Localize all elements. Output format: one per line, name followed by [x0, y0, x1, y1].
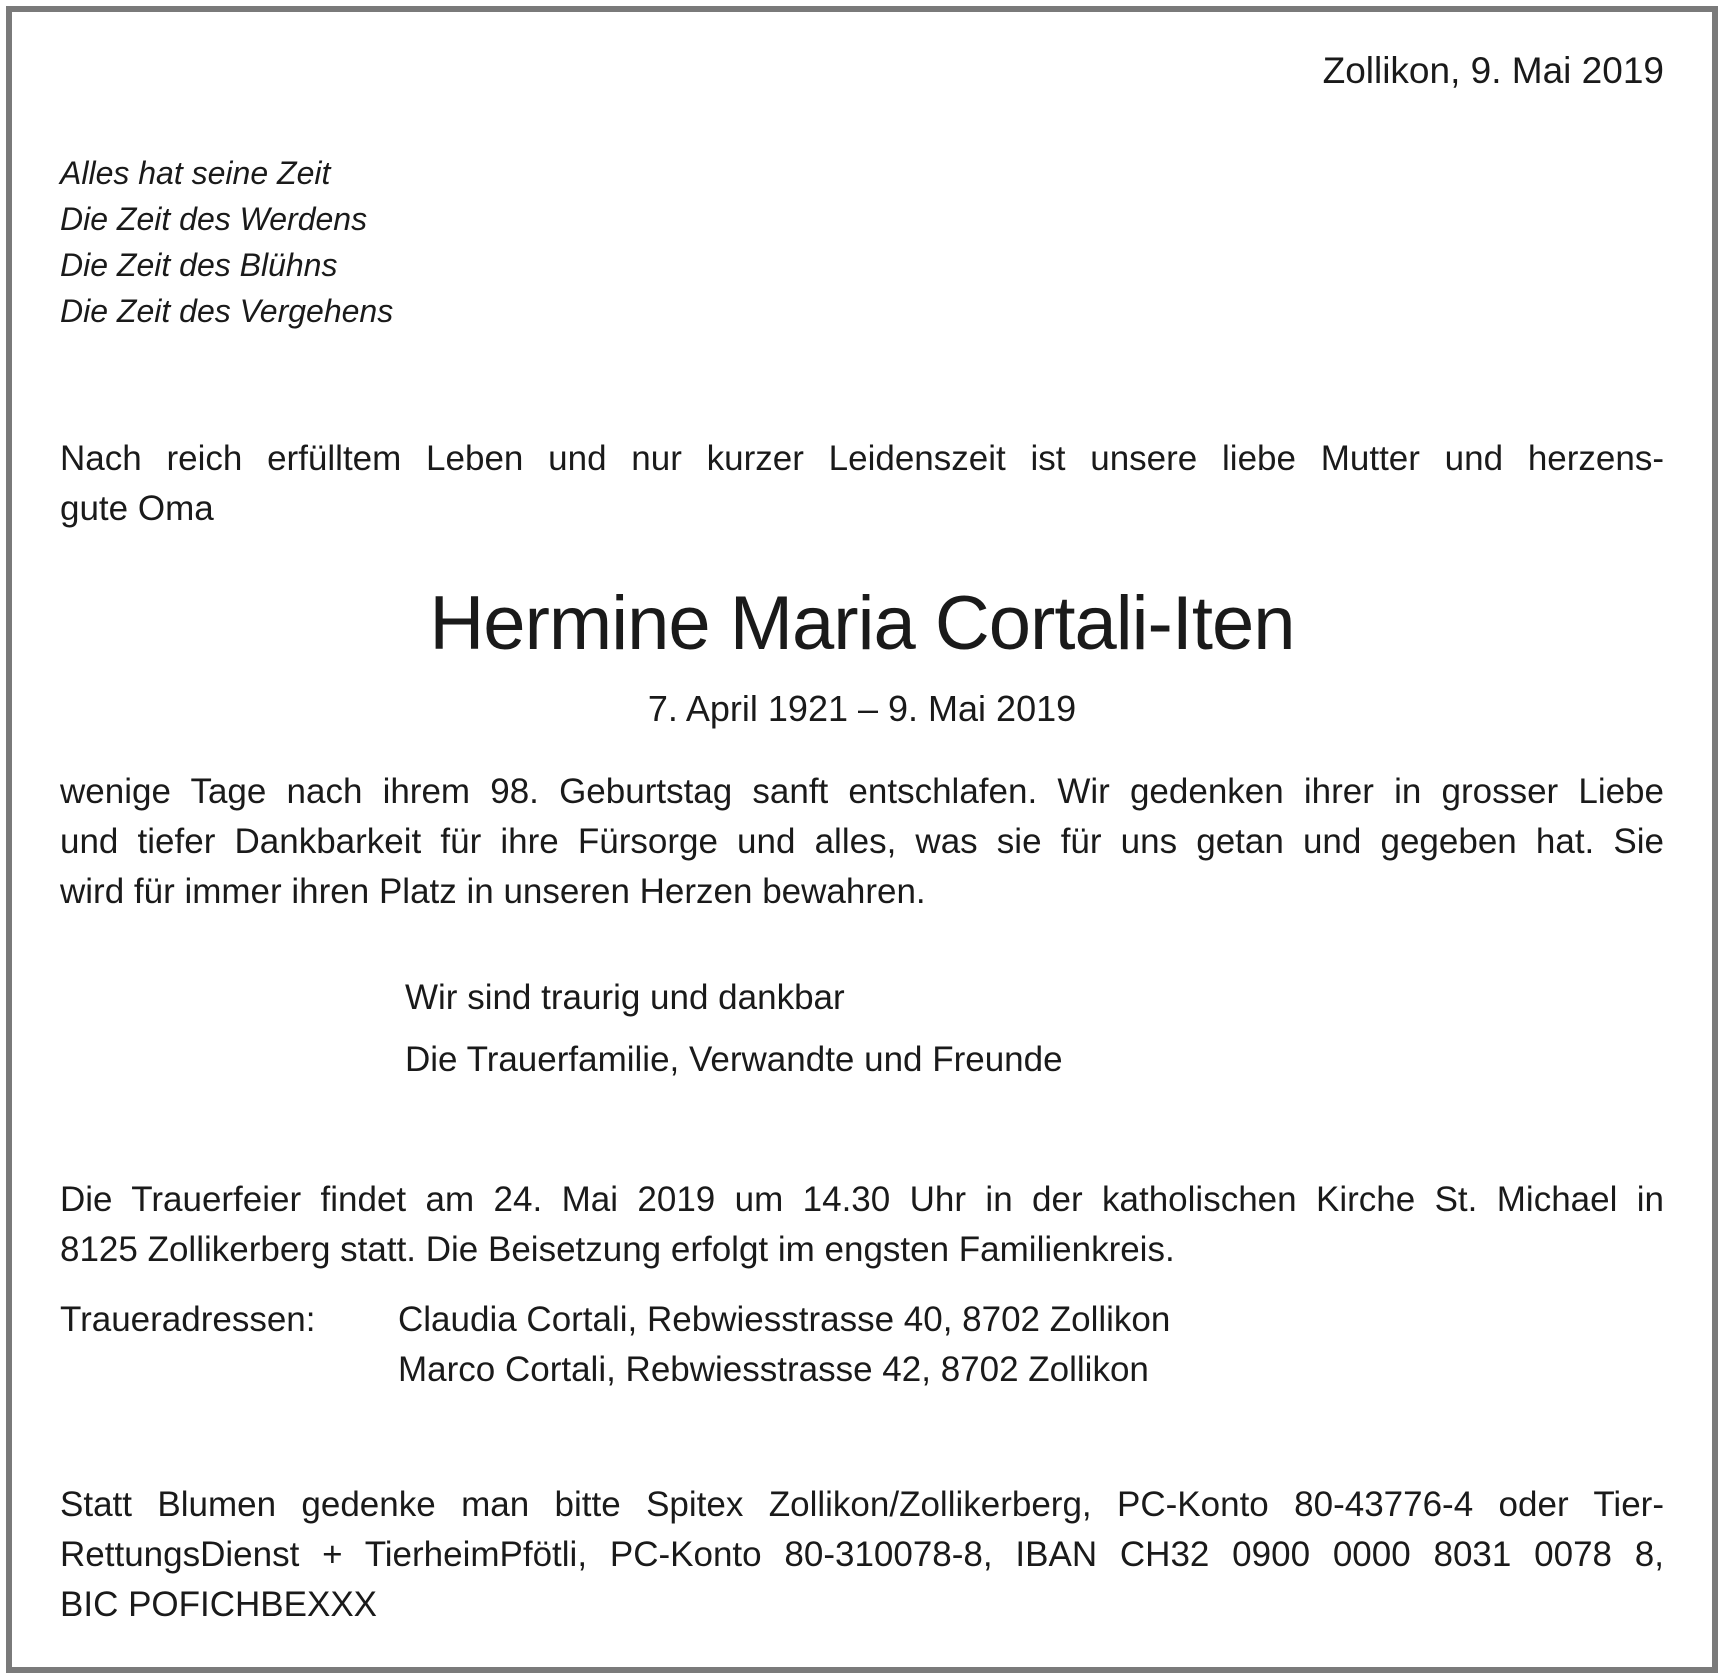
addresses-label: Traueradressen:: [60, 1300, 316, 1339]
intro-line: gute Oma: [60, 489, 214, 528]
ceremony-info: [60, 1175, 1664, 1275]
ceremony-line: 8125 Zollikerberg statt. Die Beisetzung erfolgt im engsten Familienkreis.: [60, 1230, 1175, 1269]
closing-line: Wir sind traurig und dankbar: [405, 978, 845, 1017]
address-item: Claudia Cortali, Rebwiesstrasse 40, 8702 Zollikon: [398, 1300, 1171, 1339]
body-line: wenige Tage nach ihrem 98. Geburtstag sanft entschlafen. Wir gedenken ihrer in grosser Liebe: [60, 772, 1664, 811]
poem-line: Die Zeit des Werdens: [60, 201, 368, 237]
poem-line: Alles hat seine Zeit: [60, 155, 331, 191]
body-line: wird für immer ihren Platz in unseren Herzen bewahren.: [60, 872, 926, 911]
donation-line: Statt Blumen gedenke man bitte Spitex Zollikon/Zollikerberg, PC-Konto 80-43776-4 oder Tier-: [60, 1485, 1664, 1524]
deceased-name: Hermine Maria Cortali-Iten: [429, 581, 1295, 666]
body-text: [60, 767, 1664, 917]
poem-line: Die Zeit des Vergehens: [60, 293, 394, 329]
body-line: und tiefer Dankbarkeit für ihre Fürsorge und alles, was sie für uns getan und gegeben hat. Sie: [60, 822, 1664, 861]
ceremony-line: Die Trauerfeier findet am 24. Mai 2019 um 14.30 Uhr in der katholischen Kirche St. Michael in: [60, 1180, 1664, 1219]
donation-info: [60, 1480, 1664, 1630]
closing-signature: Die Trauerfamilie, Verwandte und Freunde: [405, 1040, 1063, 1079]
donation-line: RettungsDienst + TierheimPfötli, PC-Konto 80-310078-8, IBAN CH32 0900 0000 8031 0078 8,: [60, 1535, 1664, 1574]
intro-line: Nach reich erfülltem Leben und nur kurzer Leidenszeit ist unsere liebe Mutter und herzens-: [60, 439, 1664, 478]
donation-line: BIC POFICHBEXXX: [60, 1585, 378, 1624]
address-item: Marco Cortali, Rebwiesstrasse 42, 8702 Zollikon: [398, 1350, 1149, 1389]
poem: [60, 150, 393, 334]
intro-text: [60, 434, 1664, 534]
notice-date: Zollikon, 9. Mai 2019: [1322, 50, 1664, 91]
life-dates: 7. April 1921 – 9. Mai 2019: [647, 688, 1077, 729]
poem-line: Die Zeit des Blühns: [60, 247, 338, 283]
